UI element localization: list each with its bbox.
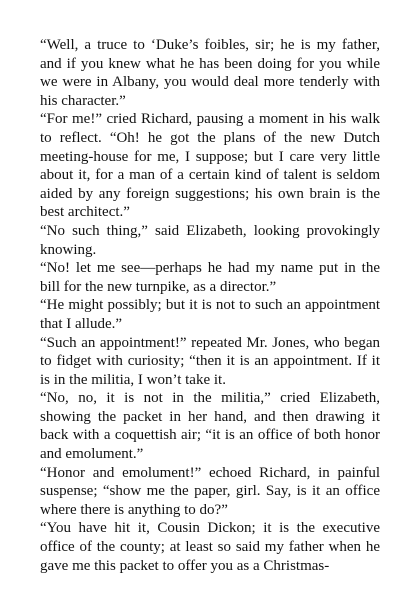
text-column — [40, 36, 380, 575]
paragraph-7: “No, no, it is not in the militia,” cried Elizabeth, showing the packet in her hand, and then drawing it back with a coquettish air; “it is an office of both honor and emolument.” — [40, 390, 380, 463]
paragraph-9: “You have hit it, Cousin Dickon; it is the executive office of the county; at least so said my father when he gave me this packet to offer you as a Christmas- — [40, 520, 380, 574]
paragraph-8: “Honor and emolument!” echoed Richard, in painful suspense; “show me the paper, girl. Say, is it an office where there is anything to do?” — [40, 464, 380, 518]
paragraph-2: “For me!” cried Richard, pausing a moment in his walk to reflect. “Oh! he got the plans of the new Dutch meeting-house for me, I suppose; but I care very little about it, for a man of a certain kind of talent is seldom aided by any foreign suggestions; his own brain is the best architect.” — [40, 111, 380, 221]
paragraph-1: “Well, a truce to ‘Duke’s foibles, sir; he is my father, and if you knew what he has been doing for you while we were in Albany, you would deal more tenderly with his character.” — [40, 37, 380, 109]
paragraph-3: “No such thing,” said Elizabeth, looking provokingly knowing. — [40, 222, 380, 258]
paragraph-4: “No! let me see—perhaps he had my name put in the bill for the new turnpike, as a director.” — [40, 260, 380, 295]
paragraph-5: “He might possibly; but it is not to such an appointment that I allude.” — [40, 297, 380, 332]
paragraph-6: “Such an appointment!” repeated Mr. Jones, who began to fidget with curiosity; “then it is an appointment. If it is in the militia, I won’t take it. — [40, 334, 380, 388]
